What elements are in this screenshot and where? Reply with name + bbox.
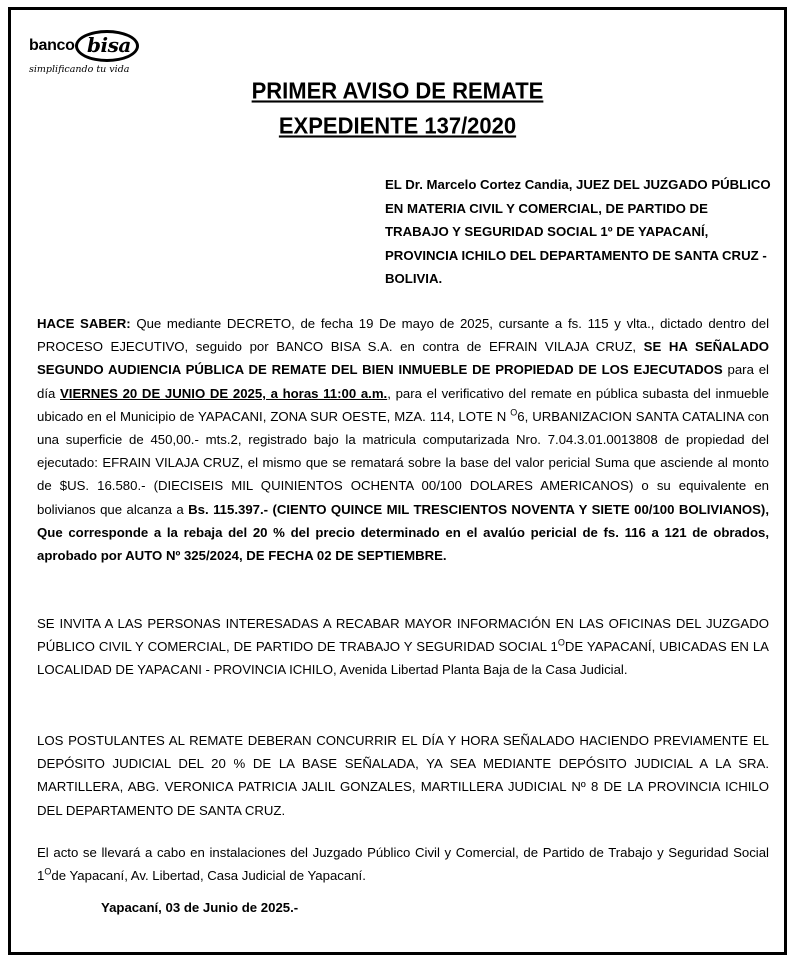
case-number-title: EXPEDIENTE 137/2020 <box>278 112 517 139</box>
paragraph-invitation <box>37 612 769 682</box>
judge-block: EL Dr. Marcelo Cortez Candia, JUEZ DEL JUZGADO PÚBLICO EN MATERIA CIVIL Y COMERCIAL, DE PARTIDO DE TRABAJO Y SEGURIDAD SOCIAL 1º DE YAPACANÍ, PROVINCIA ICHILO DEL DEPARTAMENTO DE SANTA CRUZ - BOLIVIA. <box>385 177 771 286</box>
logo-word: banco <box>29 37 75 54</box>
paragraph-postulants: LOS POSTULANTES AL REMATE DEBERAN CONCURRIR EL DÍA Y HORA SEÑALADO HACIENDO PREVIAMENTE EL DEPÓSITO JUDICIAL DEL 20 % DE LA BASE SEÑALADA, YA SEA MEDIANTE DEPÓSITO JUDICIAL A LA SRA. MARTILLERA, ABG. VERONICA PATRICIA JALIL GONZALES, MARTILLERA JUDICIAL Nº 8 DE LA PROVINCIA ICHILO DEL DEPARTAMENTO DE SANTA CRUZ. <box>37 733 769 818</box>
p4-text-b: de Yapacaní, Av. Libertad, Casa Judicial de Yapacaní. <box>51 868 366 884</box>
hace-saber-lead: HACE SABER: <box>37 316 131 331</box>
p1-bold-a: SE HA SEÑALADO SEGUNDO AUDIENCIA PÚBLICA DE REMATE DEL BIEN INMUEBLE DE PROPIEDAD DE LOS EJECUTADOS <box>37 339 769 378</box>
paragraph-hace-saber <box>37 312 769 567</box>
logo-tagline: simplificando tu vida <box>29 64 130 75</box>
banco-bisa-logo <box>29 30 141 82</box>
logo-brand: bisa <box>87 33 131 57</box>
notice-title: PRIMER AVISO DE REMATE <box>251 77 544 104</box>
p1-text-a: Que mediante DECRETO, de fecha 19 De mayo de 2025, cursante a fs. 115 y vlta., dictado dentro del PROCESO EJECUTIVO, seguido por BANCO BISA S.A. en contra de EFRAIN VILAJA CRUZ, <box>37 316 769 355</box>
p4-text-a: El acto se llevará a cabo en instalaciones del Juzgado Público Civil y Comercial, de Partido de Trabajo y Seguridad Social 1 <box>37 845 769 884</box>
place-date-signature: Yapacaní, 03 de Junio de 2025.- <box>101 900 299 915</box>
p1-bold-b: Bs. 115.397.- (CIENTO QUINCE MIL TRESCIENTOS NOVENTA Y SIETE 00/100 BOLIVIANOS), Que corresponde a la rebaja del 20 % del precio determinado en el avalúo pericial de fs. 116 a 121 de obrados, aprobado por AUTO Nº 325/2024, DE FECHA 02 DE SEPTIEMBRE. <box>37 501 769 564</box>
p2-text-a: SE INVITA A LAS PERSONAS INTERESADAS A RECABAR MAYOR INFORMACIÓN EN LAS OFICINAS DEL JUZGADO PÚBLICO CIVIL Y COMERCIAL, DE PARTIDO DE TRABAJO Y SEGURIDAD SOCIAL 1 <box>37 616 769 655</box>
p2-sup: O <box>557 637 565 648</box>
p1-text-b: para el día <box>37 362 769 401</box>
p2-text-b: DE YAPACANÍ, UBICADAS EN LA LOCALIDAD DE YAPACANI - PROVINCIA ICHILO, Avenida Libertad Planta Baja de la Casa Judicial. <box>37 639 769 678</box>
paragraph-venue <box>37 841 769 887</box>
p4-sup: O <box>44 866 52 877</box>
notice-frame <box>8 7 787 955</box>
p1-text-d: 6, URBANIZACION SANTA CATALINA con una superficie de 450,00.- mts.2, registrado bajo la matricula computarizada Nro. 7.04.3.01.0013808 de propiedad del ejecutado: EFRAIN VILAJA CRUZ, el mismo que se rematará sobre la base del valor pericial Suma que asciende al monto de $US. 16.580.- (DIECISEIS MIL QUINIENTOS OCHENTA 00/100 DOLARES AMERICANOS) o su equivalente en bolivianos que alcanza a <box>37 408 770 517</box>
p1-text-c: , para el verificativo del remate en pública subasta del inmueble ubicado en el Municipio de YAPACANI, ZONA SUR OESTE, MZA. 114, LOTE N <box>37 385 769 424</box>
p1-sup: O <box>510 407 518 418</box>
auction-date: VIERNES 20 DE JUNIO DE 2025, a horas 11:00 a.m. <box>60 385 388 401</box>
